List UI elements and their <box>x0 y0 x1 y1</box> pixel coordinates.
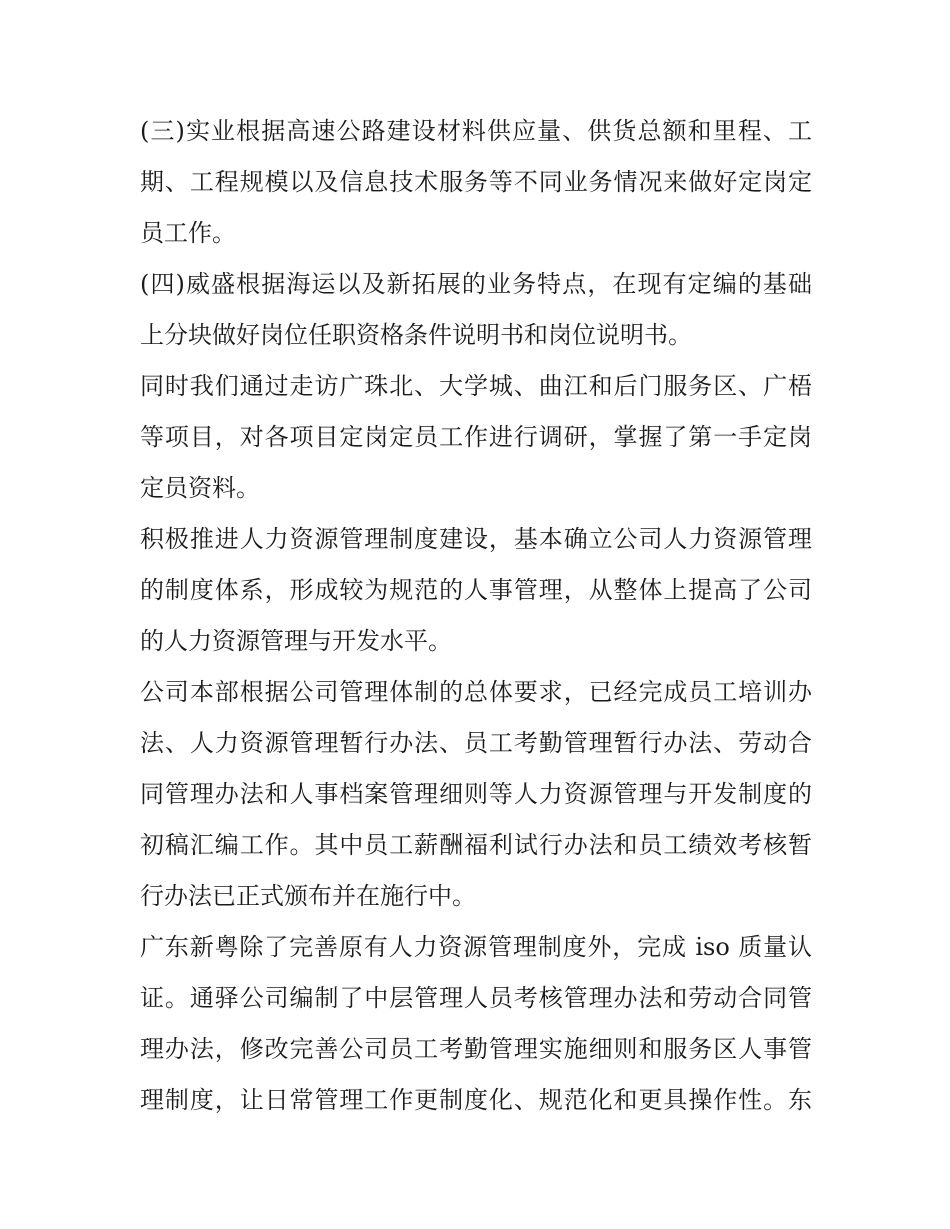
text-line: 的人力资源管理与开发水平。 <box>140 627 452 655</box>
text-line: (四)威盛根据海运以及新拓展的业务特点，在现有定编的基础 <box>140 270 812 298</box>
text-line: 广东新粤除了完善原有人力资源管理制度外，完成 iso 质量认 <box>140 933 812 961</box>
text-line: 理制度，让日常管理工作更制度化、规范化和更具操作性。东 <box>140 1086 812 1114</box>
text-line: 法、人力资源管理暂行办法、员工考勤管理暂行办法、劳动合 <box>140 729 812 757</box>
text-line: 行办法已正式颁布并在施行中。 <box>140 882 476 910</box>
text-line: 同管理办法和人事档案管理细则等人力资源管理与开发制度的 <box>140 780 812 808</box>
text-line: 积极推进人力资源管理制度建设，基本确立公司人力资源管理 <box>140 525 812 553</box>
text-line: 同时我们通过走访广珠北、大学城、曲江和后门服务区、广梧 <box>140 372 812 400</box>
text-line: 期、工程规模以及信息技术服务等不同业务情况来做好定岗定 <box>140 168 812 196</box>
text-line: 上分块做好岗位任职资格条件说明书和岗位说明书。 <box>140 321 692 349</box>
text-line: 定员资料。 <box>140 474 260 502</box>
text-line: 初稿汇编工作。其中员工薪酬福利试行办法和员工绩效考核暂 <box>140 831 812 859</box>
text-line: 理办法，修改完善公司员工考勤管理实施细则和服务区人事管 <box>140 1035 812 1063</box>
document-body <box>140 106 812 1126</box>
text-line: 员工作。 <box>140 219 236 247</box>
text-line: 证。通驿公司编制了中层管理人员考核管理办法和劳动合同管 <box>140 984 812 1012</box>
text-line: 的制度体系，形成较为规范的人事管理，从整体上提高了公司 <box>140 576 812 604</box>
text-line: 公司本部根据公司管理体制的总体要求，已经完成员工培训办 <box>140 678 812 706</box>
text-line: (三)实业根据高速公路建设材料供应量、供货总额和里程、工 <box>140 117 812 145</box>
text-line: 等项目，对各项目定岗定员工作进行调研，掌握了第一手定岗 <box>140 423 812 451</box>
